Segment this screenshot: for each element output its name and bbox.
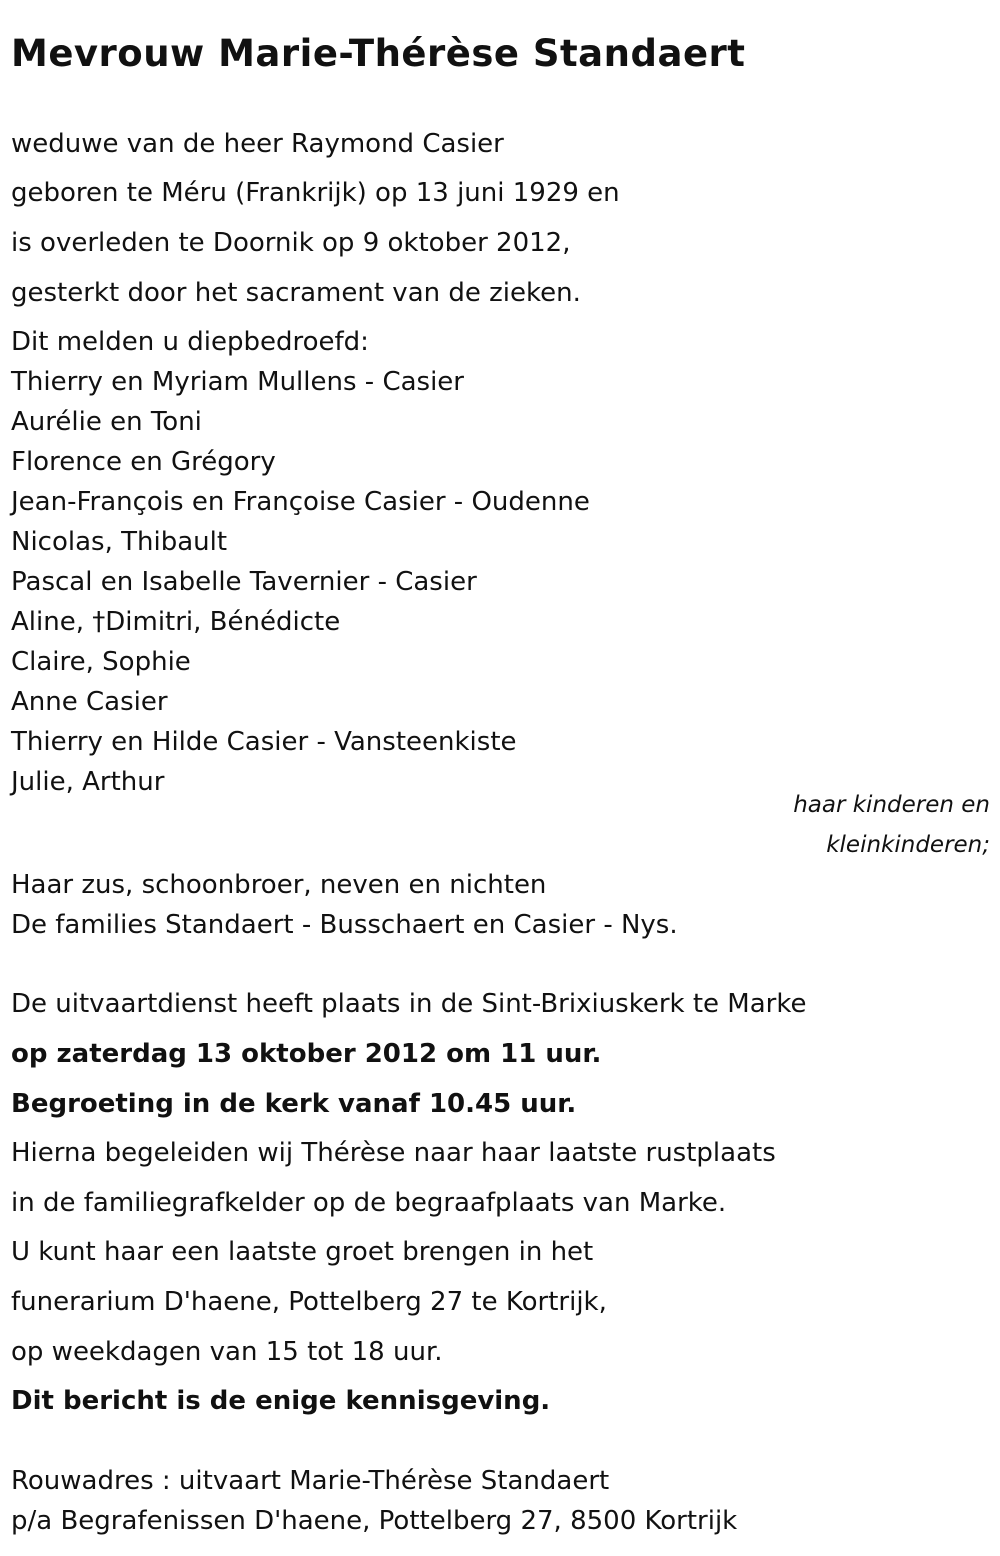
service-line: op weekdagen van 15 tot 18 uur. xyxy=(11,1337,443,1367)
family-line: Nicolas, Thibault xyxy=(11,527,228,557)
address-line: Rouwadres : uitvaart Marie-Thérèse Standaert xyxy=(11,1466,610,1496)
family-line-with-cross xyxy=(11,606,340,638)
intro-line: weduwe van de heer Raymond Casier xyxy=(11,129,504,159)
relation-note-line: haar kinderen en xyxy=(793,792,990,818)
family-line: Julie, Arthur xyxy=(11,767,165,797)
cross-icon: † xyxy=(92,607,106,637)
announcement-line: Dit melden u diepbedroefd: xyxy=(11,327,369,357)
service-line: in de familiegrafkelder op de begraafplaats van Marke. xyxy=(11,1188,727,1218)
family-line: Thierry en Hilde Casier - Vansteenkiste xyxy=(11,727,517,757)
relatives-line: De families Standaert - Busschaert en Casier - Nys. xyxy=(11,910,678,940)
family-line: Aurélie en Toni xyxy=(11,407,202,437)
relation-note-line: kleinkinderen; xyxy=(826,832,990,858)
intro-line: is overleden te Doornik op 9 oktober 2012, xyxy=(11,228,571,258)
family-line: Claire, Sophie xyxy=(11,647,191,677)
service-line: Hierna begeleiden wij Thérèse naar haar laatste rustplaats xyxy=(11,1138,776,1168)
address-line: p/a Begrafenissen D'haene, Pottelberg 27, 8500 Kortrijk xyxy=(11,1506,738,1536)
service-line: De uitvaartdienst heeft plaats in de Sint-Brixiuskerk te Marke xyxy=(11,989,807,1019)
service-line: U kunt haar een laatste groet brengen in het xyxy=(11,1237,594,1267)
family-line: Jean-François en Françoise Casier - Oudenne xyxy=(11,487,590,517)
notice-statement: Dit bericht is de enige kennisgeving. xyxy=(11,1386,551,1416)
family-line: Anne Casier xyxy=(11,687,168,717)
family-line: Pascal en Isabelle Tavernier - Casier xyxy=(11,567,477,597)
intro-line: geboren te Méru (Frankrijk) op 13 juni 1929 en xyxy=(11,178,620,208)
family-line-prefix: Aline, xyxy=(11,607,93,637)
service-date-line: op zaterdag 13 oktober 2012 om 11 uur. xyxy=(11,1039,602,1069)
family-line: Florence en Grégory xyxy=(11,447,276,477)
intro-line: gesterkt door het sacrament van de zieken. xyxy=(11,278,581,308)
page-title: Mevrouw Marie-Thérèse Standaert xyxy=(11,32,746,75)
relatives-line: Haar zus, schoonbroer, neven en nichten xyxy=(11,870,547,900)
family-line: Thierry en Myriam Mullens - Casier xyxy=(11,367,464,397)
service-line: funerarium D'haene, Pottelberg 27 te Kortrijk, xyxy=(11,1287,607,1317)
service-greeting-line: Begroeting in de kerk vanaf 10.45 uur. xyxy=(11,1089,577,1119)
family-line-suffix: Dimitri, Bénédicte xyxy=(105,607,341,637)
